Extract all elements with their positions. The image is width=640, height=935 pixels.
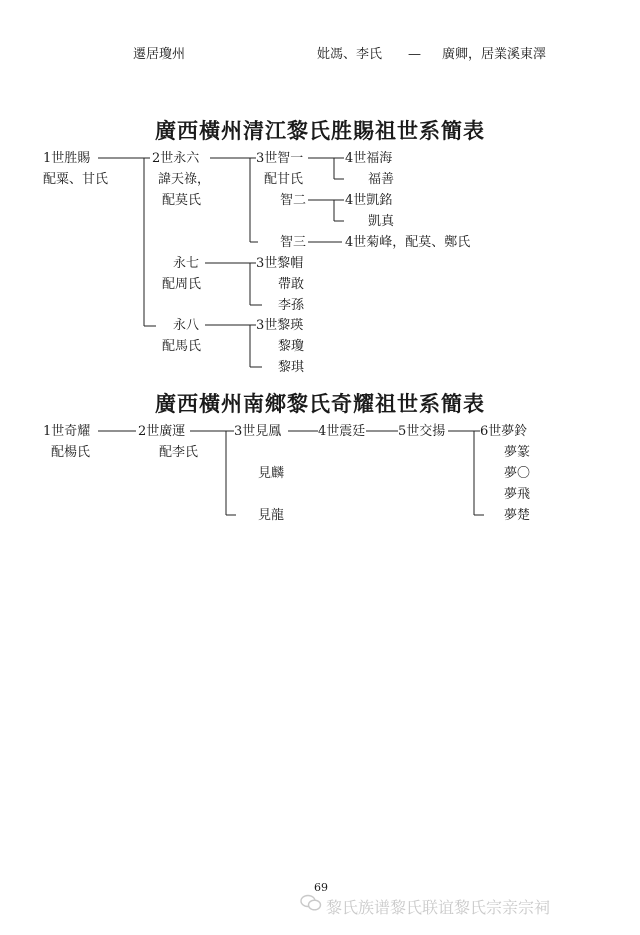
t2-g2-name: 2世廣運 [138,424,186,439]
t1-g3a-wife-0: 配甘氏 [264,172,304,187]
table2-title: 廣西橫州南鄉黎氏奇耀祖世系簡表 [155,391,485,416]
t2-g5-name: 5世交揚 [398,424,446,439]
header-right: 廣卿，居業溪東澤 [442,47,547,62]
t1-g3c-name-1: 黎瓊 [278,339,305,354]
t2-g6-name-2: 夢〇 [504,466,531,481]
t1-g4-name-4: 4世菊峰，配莫、鄭氏 [345,235,471,250]
t1-g3a-name-1: 智二 [280,193,307,208]
t2-g6-name-3: 夢飛 [504,487,531,502]
header-dash: — [408,47,421,62]
t1-g3a-name-2: 智三 [280,235,307,250]
t1-g2-wife-2: 配馬氏 [162,339,202,354]
header-middle: 妣馮、李氏 [317,47,383,62]
t1-g2-name-1: 永七 [173,256,200,271]
t1-g1-wife: 配粟、甘氏 [43,172,109,187]
t1-g3c-name-0: 3世黎瑛 [256,318,304,333]
t1-g3b-name-0: 3世黎帽 [256,256,304,271]
header-left: 遷居瓊州 [133,47,186,62]
table1-title: 廣西橫州清江黎氏胜賜祖世系簡表 [155,118,485,143]
t2-g4-name: 4世震廷 [318,424,366,439]
t1-g1-name: 1世胜賜 [43,151,91,166]
page-number: 69 [314,881,328,894]
t1-g3b-name-2: 李孫 [278,298,305,313]
t2-g3-name-2: 見龍 [258,508,285,523]
t1-g2-name-0: 2世永六 [152,151,200,166]
t2-g3-name-1: 見麟 [258,466,285,481]
t2-g2-wife: 配李氏 [159,445,199,460]
t2-g6-name-1: 夢篆 [504,445,531,460]
t2-g6-name-0: 6世夢鈴 [480,424,528,439]
wechat-icon [300,894,322,912]
t1-g4-name-0: 4世福海 [345,151,393,166]
t1-g4-name-2: 4世凱銘 [345,193,393,208]
t1-g2-name-2: 永八 [173,318,200,333]
t2-g3-name-0: 3世見鳳 [234,424,282,439]
t1-g4-name-3: 凱真 [368,214,395,229]
t1-g4-name-1: 福善 [368,172,395,187]
t1-g2-wife-1: 配周氏 [162,277,202,292]
t1-g2-wife-0: 配莫氏 [162,193,202,208]
t1-g2-note-0: 諱天祿， [158,172,211,187]
t1-g3c-name-2: 黎琪 [278,360,305,375]
t2-g6-name-4: 夢楚 [504,508,531,523]
watermark-text: 黎氏族谱黎氏联谊黎氏宗亲宗祠 [326,898,551,917]
t2-g1-name: 1世奇耀 [43,424,91,439]
t1-g3b-name-1: 帶敢 [278,277,305,292]
t1-g3a-name-0: 3世智一 [256,151,304,166]
t2-g1-wife: 配楊氏 [51,445,91,460]
